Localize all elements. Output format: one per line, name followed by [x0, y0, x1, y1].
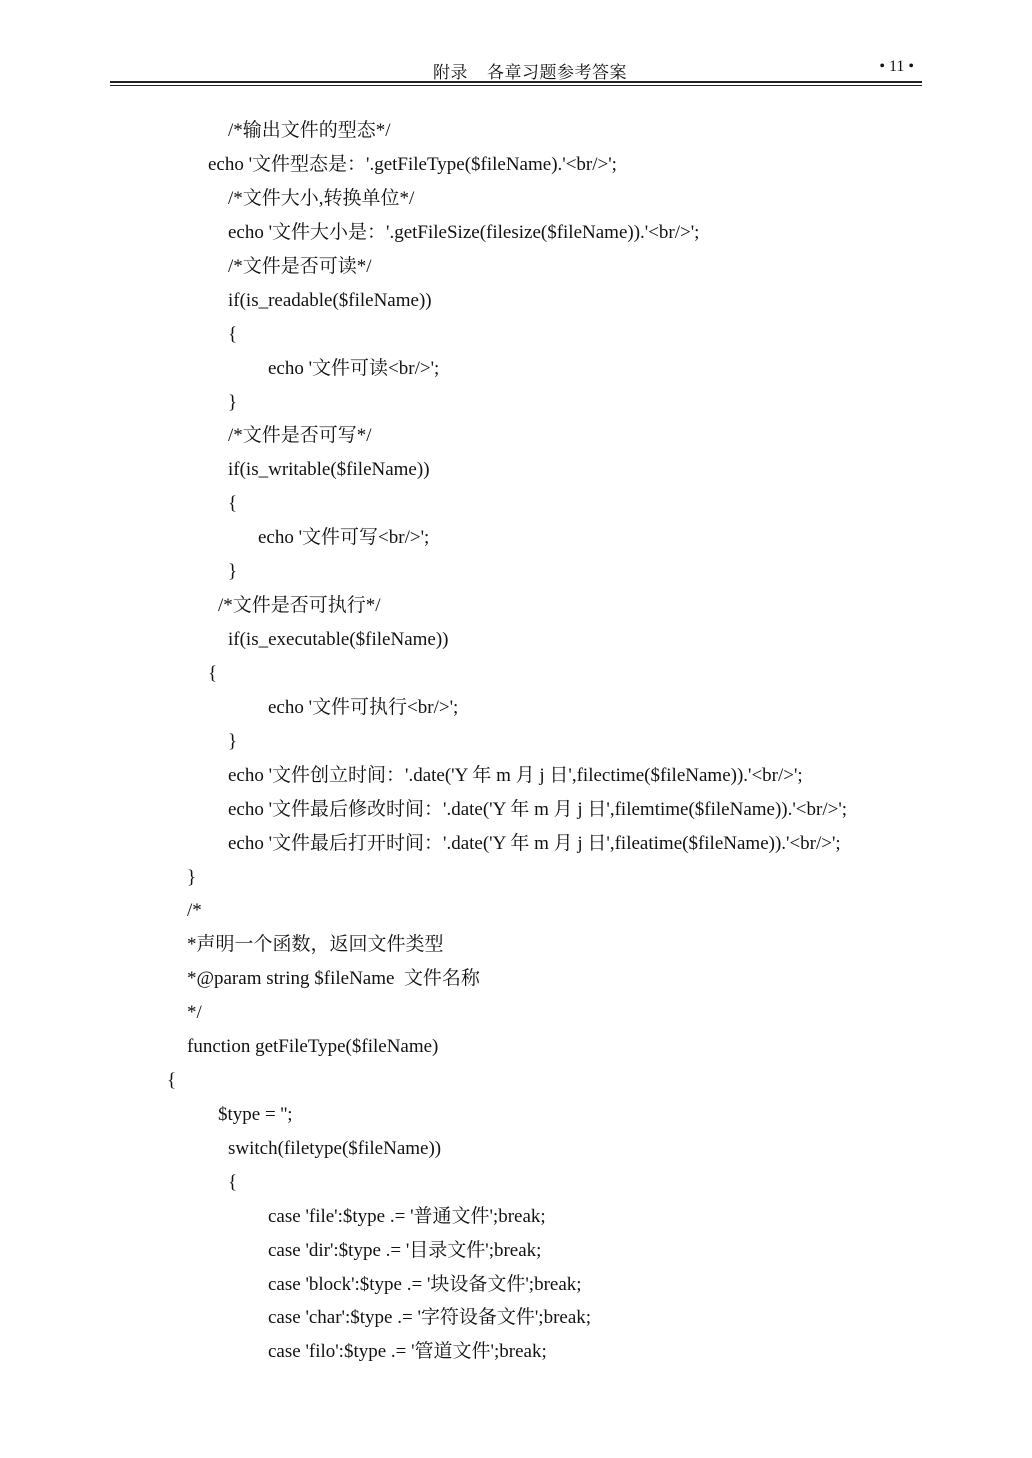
code-line: case 'filo':$type .= '管道文件';break; — [268, 1341, 547, 1362]
code-line: echo '文件可写<br/>'; — [258, 527, 430, 548]
code-line: /*文件是否可执行*/ — [218, 595, 381, 616]
page-header — [110, 56, 922, 86]
code-line: $type = ''; — [218, 1104, 293, 1125]
code-line: echo '文件最后修改时间：'.date('Y 年 m 月 j 日',filemtime($fileName)).'<br/>'; — [228, 799, 848, 820]
code-line: echo '文件可读<br/>'; — [268, 358, 440, 379]
code-line: /* — [187, 900, 202, 921]
code-line: echo '文件可执行<br/>'; — [268, 697, 459, 718]
header-rule-thin — [110, 85, 922, 86]
code-line: { — [208, 663, 218, 684]
header-title: 附录 各章习题参考答案 — [433, 63, 627, 82]
code-line: { — [228, 1172, 238, 1193]
code-line: echo '文件大小是：'.getFileSize(filesize($fileName)).'<br/>'; — [228, 222, 700, 243]
page-number: • 11 • — [879, 58, 914, 75]
code-line: switch(filetype($fileName)) — [228, 1138, 442, 1159]
header-rule-thick — [110, 81, 922, 83]
code-line: } — [187, 867, 197, 888]
code-line: case 'char':$type .= '字符设备文件';break; — [268, 1307, 592, 1328]
code-line: echo '文件最后打开时间：'.date('Y 年 m 月 j 日',fileatime($fileName)).'<br/>'; — [228, 833, 841, 854]
code-line: *声明一个函数，返回文件类型 — [187, 934, 444, 955]
code-line: function getFileType($fileName) — [187, 1036, 439, 1057]
code-line: *@param string $fileName 文件名称 — [187, 968, 480, 989]
code-line: case 'dir':$type .= '目录文件';break; — [268, 1240, 542, 1261]
code-line: */ — [187, 1002, 202, 1023]
code-line: /*文件是否可读*/ — [228, 256, 372, 277]
code-line: { — [228, 324, 238, 345]
code-line: { — [167, 1070, 177, 1091]
code-line: /*文件是否可写*/ — [228, 425, 372, 446]
code-line: /*文件大小,转换单位*/ — [228, 188, 415, 209]
code-line: } — [228, 392, 238, 413]
code-line: /*输出文件的型态*/ — [228, 120, 391, 141]
code-line: if(is_writable($fileName)) — [228, 459, 430, 480]
code-line: echo '文件型态是：'.getFileType($fileName).'<br/>'; — [208, 154, 617, 175]
code-line: case 'file':$type .= '普通文件';break; — [268, 1206, 546, 1227]
code-line: } — [228, 731, 238, 752]
code-line: case 'block':$type .= '块设备文件';break; — [268, 1274, 582, 1295]
code-line: if(is_executable($fileName)) — [228, 629, 449, 650]
code-line: if(is_readable($fileName)) — [228, 290, 432, 311]
code-line: } — [228, 561, 238, 582]
code-line: echo '文件创立时间：'.date('Y 年 m 月 j 日',filectime($fileName)).'<br/>'; — [228, 765, 803, 786]
code-line: { — [228, 493, 238, 514]
